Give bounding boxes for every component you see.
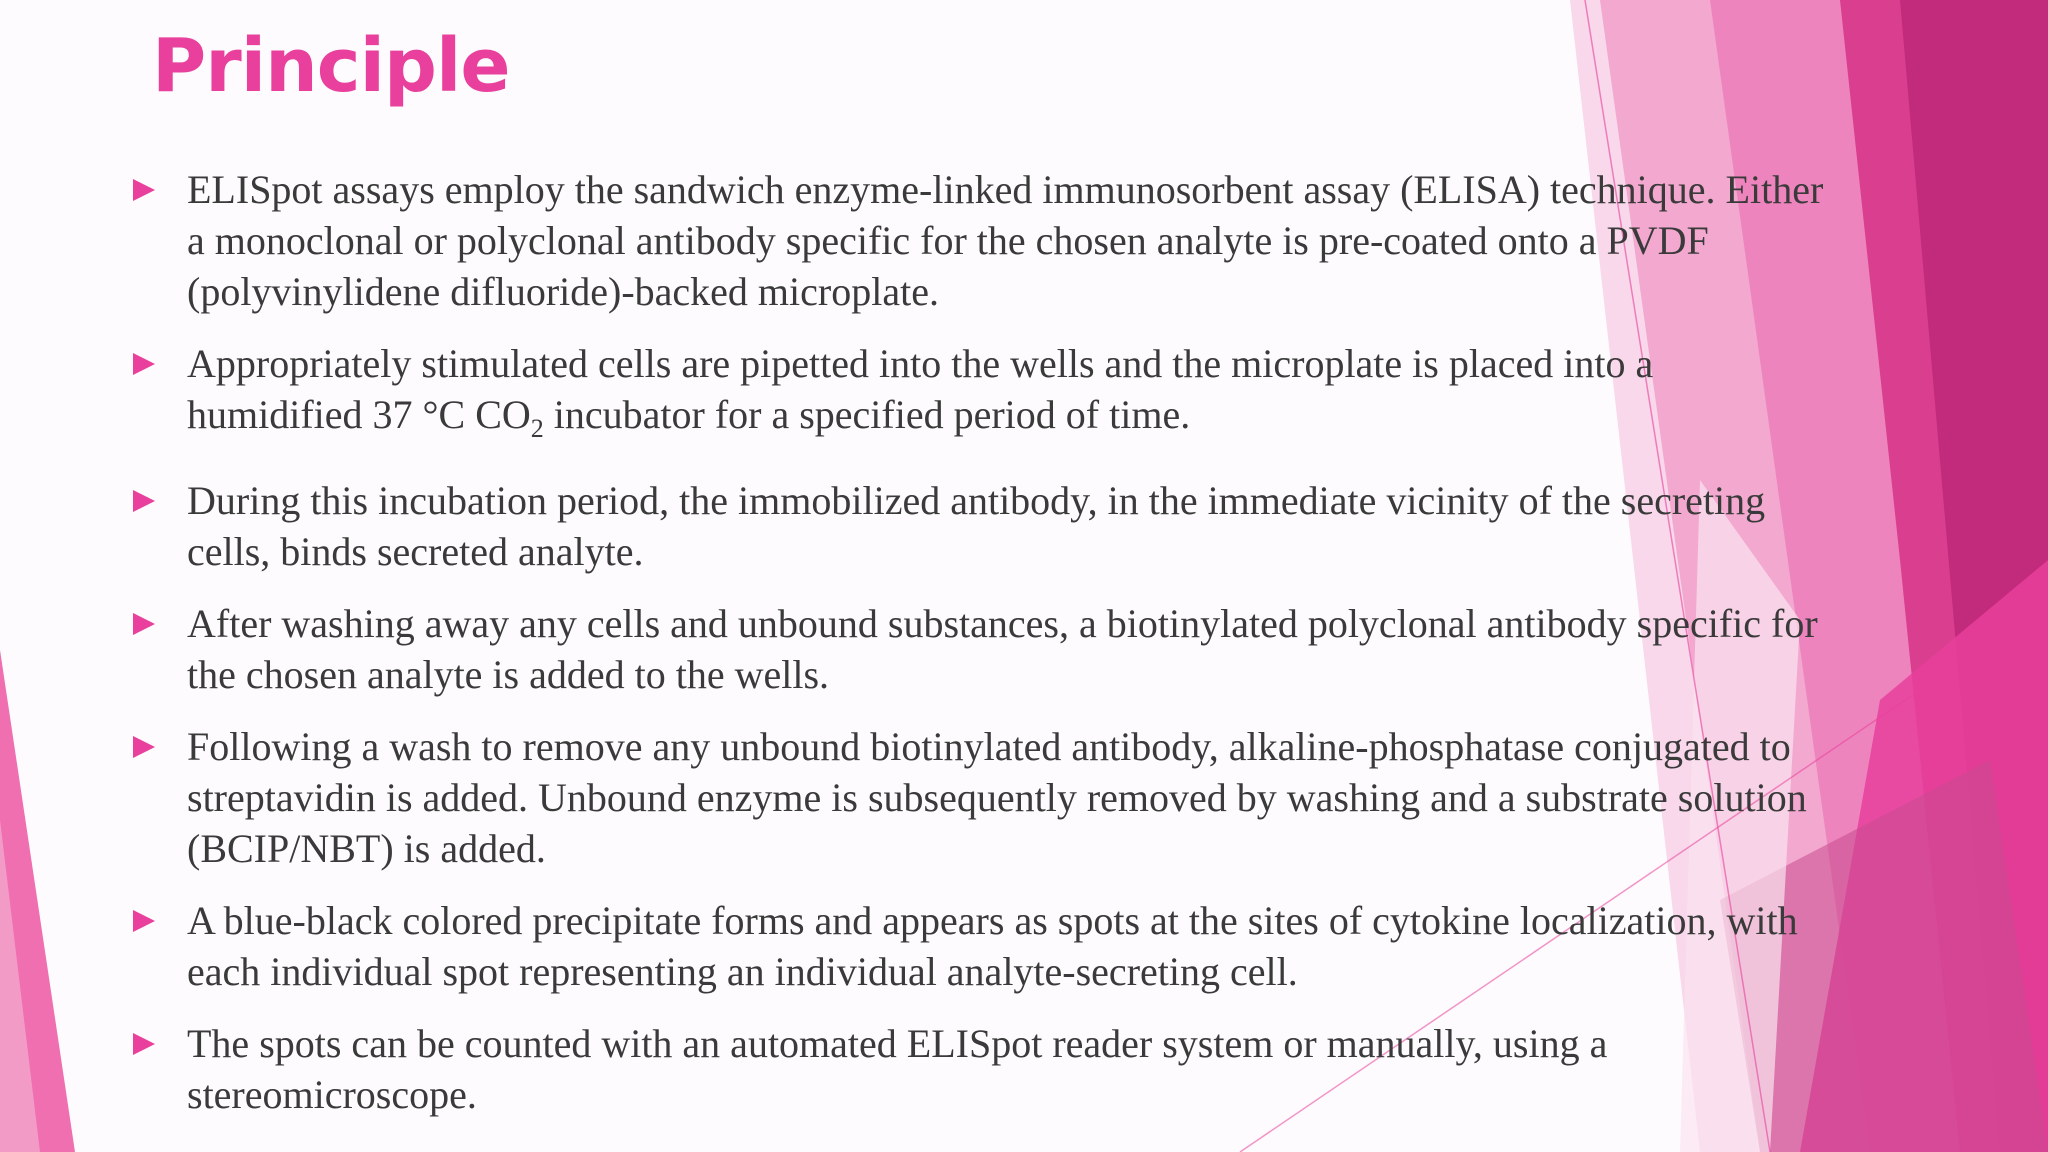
bullet-text: A blue-black colored precipitate forms and appears as spots at the sites of cytokine localization, with each individual spot representing an individual analyte-secreting cell. <box>187 898 1798 994</box>
bullet-item <box>130 721 1830 874</box>
bullet-text: Appropriately stimulated cells are pipetted into the wells and the microplate is placed into a humidified 37 °C CO <box>187 341 1654 437</box>
bullet-text: ELISpot assays employ the sandwich enzyme-linked immunosorbent assay (ELISA) technique. Either a monoclonal or polyclonal antibody specific for the chosen analyte is pre-coated onto a PVDF (polyvinylidene difluoride)-backed microplate. <box>187 167 1824 314</box>
slide-title: Principle <box>152 23 510 109</box>
subscript-text: 2 <box>530 414 544 443</box>
bullet-text: The spots can be counted with an automated ELISpot reader system or manually, using a stereomicroscope. <box>187 1021 1608 1117</box>
bullet-item <box>130 338 1830 454</box>
triangle-bullet-icon <box>133 353 155 375</box>
bullet-item <box>130 598 1830 700</box>
triangle-bullet-icon <box>133 736 155 758</box>
bullet-item <box>130 164 1830 317</box>
triangle-bullet-icon <box>133 1033 155 1055</box>
bullet-item <box>130 475 1830 577</box>
bullet-text: Following a wash to remove any unbound biotinylated antibody, alkaline-phosphatase conjugated to streptavidin is added. Unbound enzyme is subsequently removed by washing and a substrate solution (BCIP/NBT) is added. <box>187 724 1807 871</box>
bullet-text: During this incubation period, the immobilized antibody, in the immediate vicinity of the secreting cells, binds secreted analyte. <box>187 478 1766 574</box>
bullet-text: After washing away any cells and unbound substances, a biotinylated polyclonal antibody specific for the chosen analyte is added to the wells. <box>187 601 1818 697</box>
bullet-list <box>130 164 1830 1141</box>
bullet-item <box>130 895 1830 997</box>
triangle-bullet-icon <box>133 179 155 201</box>
bullet-text-continued: incubator for a specified period of time. <box>543 392 1191 437</box>
triangle-bullet-icon <box>133 910 155 932</box>
bullet-item <box>130 1018 1830 1120</box>
triangle-bullet-icon <box>133 490 155 512</box>
triangle-bullet-icon <box>133 613 155 635</box>
